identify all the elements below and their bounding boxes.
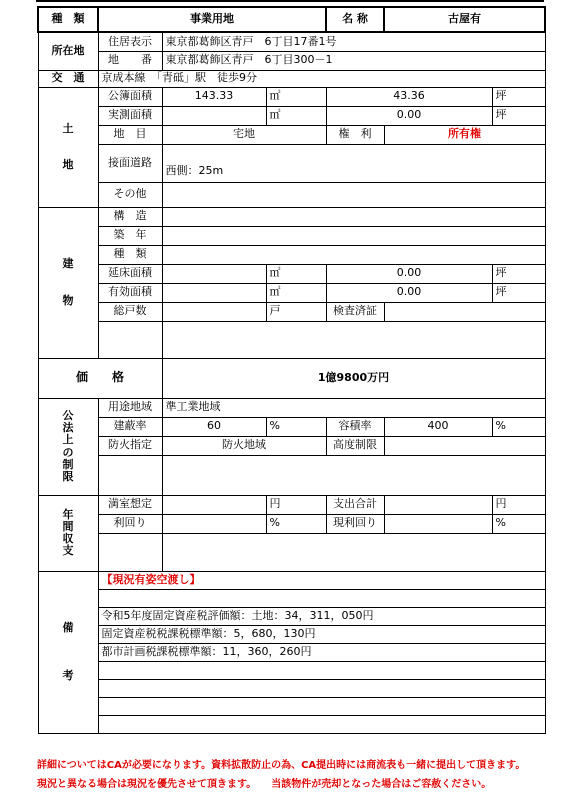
fire-label: 防火指定 (98, 436, 162, 455)
lot-label: 地 番 (98, 51, 162, 70)
percent-unit: % (492, 514, 545, 533)
registry-area-tsubo: 43.36 (326, 87, 492, 106)
zoning-value: 準工業地域 (162, 398, 545, 417)
remarks-line-4: 固定資産税税課税標準額：5，680，130円 (98, 625, 545, 643)
coverage-value: 60 (162, 417, 266, 436)
category-label: 種 類 (38, 7, 98, 32)
floor-area-tsubo: 0.00 (326, 264, 492, 283)
sqm-unit: ㎡ (266, 264, 326, 283)
building-type-value (162, 245, 545, 264)
units-label: 総戸数 (98, 302, 162, 321)
yen-unit: 円 (492, 495, 545, 514)
residence-label: 住居表示 (98, 32, 162, 51)
measured-area-label: 実測面積 (98, 106, 162, 125)
footer-notes (37, 756, 544, 794)
percent-unit: % (492, 417, 545, 436)
yield-value (162, 514, 266, 533)
floor-area-sqm (162, 264, 266, 283)
remarks-line-9 (98, 715, 545, 733)
remarks-line-8 (98, 697, 545, 715)
tsubo-unit: 坪 (492, 264, 545, 283)
full-occupancy-value (162, 495, 266, 514)
land-category-value: 宅地 (162, 125, 326, 144)
percent-unit: % (266, 417, 326, 436)
name-label: 名 称 (326, 7, 384, 32)
building-section-label: 建 物 (38, 207, 98, 358)
height-value (384, 436, 545, 455)
remarks-line-1: 【現況有姿空渡し】 (98, 571, 545, 589)
transport-label: 交 通 (38, 70, 98, 87)
sqm-unit: ㎡ (266, 283, 326, 302)
income-section-label: 年 間 収 支 (38, 495, 98, 571)
sqm-unit: ㎡ (266, 106, 326, 125)
yield-label: 利回り (98, 514, 162, 533)
floor-area-label: 延床面積 (98, 264, 162, 283)
transport-value: 京成本線 「青砥」駅 徒歩9分 (98, 70, 545, 87)
sqm-unit: ㎡ (266, 87, 326, 106)
legal-extra-left (98, 455, 162, 495)
units-value (162, 302, 266, 321)
remarks-section-label: 備 考 (38, 571, 98, 733)
effective-area-label: 有効面積 (98, 283, 162, 302)
remarks-line-2 (98, 589, 545, 607)
road-label: 接面道路 (98, 144, 162, 182)
fire-value: 防火地域 (162, 436, 326, 455)
income-extra (162, 533, 545, 571)
building-type-label: 種 類 (98, 245, 162, 264)
income-extra-left (98, 533, 162, 571)
measured-area-tsubo: 0.00 (326, 106, 492, 125)
effective-area-sqm (162, 283, 266, 302)
tsubo-unit: 坪 (492, 283, 545, 302)
building-extra (162, 321, 545, 358)
name-value: 古屋有 (384, 7, 545, 32)
effective-area-tsubo: 0.00 (326, 283, 492, 302)
property-table (37, 6, 546, 734)
remarks-line-6 (98, 661, 545, 679)
far-value: 400 (384, 417, 492, 436)
current-yield-value (384, 514, 492, 533)
coverage-label: 建蔽率 (98, 417, 162, 436)
measured-area-sqm (162, 106, 266, 125)
far-label: 容積率 (326, 417, 384, 436)
legal-section-label: 公 法 上 の 制 限 (38, 398, 98, 495)
full-occupancy-label: 満室想定 (98, 495, 162, 514)
registry-area-sqm: 143.33 (162, 87, 266, 106)
zoning-label: 用途地域 (98, 398, 162, 417)
expenses-value (384, 495, 492, 514)
built-year-value (162, 226, 545, 245)
inspection-label: 検査済証 (326, 302, 384, 321)
remarks-line-7 (98, 679, 545, 697)
land-category-label: 地 目 (98, 125, 162, 144)
price-value: 1億9800万円 (162, 358, 545, 398)
built-year-label: 築 年 (98, 226, 162, 245)
other-label: その他 (98, 182, 162, 207)
rights-label: 権 利 (326, 125, 384, 144)
expenses-label: 支出合計 (326, 495, 384, 514)
price-label: 価 格 (38, 358, 162, 398)
yen-unit: 円 (266, 495, 326, 514)
location-label: 所在地 (38, 32, 98, 70)
remarks-line-3: 令和5年度固定資産税評価額：土地：34，311，050円 (98, 607, 545, 625)
lot-value: 東京都葛飾区青戸 6丁目300－1 (162, 51, 545, 70)
land-section-label: 土 地 (38, 87, 98, 207)
legal-extra (162, 455, 545, 495)
tsubo-unit: 坪 (492, 106, 545, 125)
rights-value: 所有権 (384, 125, 545, 144)
percent-unit: % (266, 514, 326, 533)
tsubo-unit: 坪 (492, 87, 545, 106)
remarks-line-5: 都市計画税課税標準額：11，360，260円 (98, 643, 545, 661)
footer-note-1: 詳細についてはCAが必要になります。資料拡散防止の為、CA提出時には商流表も一緒に提出して頂きます。 (37, 760, 526, 771)
registry-area-label: 公簿面積 (98, 87, 162, 106)
current-yield-label: 現利回り (326, 514, 384, 533)
other-value (162, 182, 545, 207)
inspection-value (384, 302, 545, 321)
structure-label: 構 造 (98, 207, 162, 226)
units-unit: 戸 (266, 302, 326, 321)
building-extra-left (98, 321, 162, 358)
category-value: 事業用地 (98, 7, 326, 32)
road-value: 西側：25m (162, 144, 545, 182)
footer-note-2: 現況と異なる場合は現況を優先させて頂きます。 当該物件が売却となった場合はご容赦ください。 (37, 779, 492, 790)
height-label: 高度制限 (326, 436, 384, 455)
residence-value: 東京都葛飾区青戸 6丁目17番1号 (162, 32, 545, 51)
structure-value (162, 207, 545, 226)
top-divider (36, 0, 544, 2)
